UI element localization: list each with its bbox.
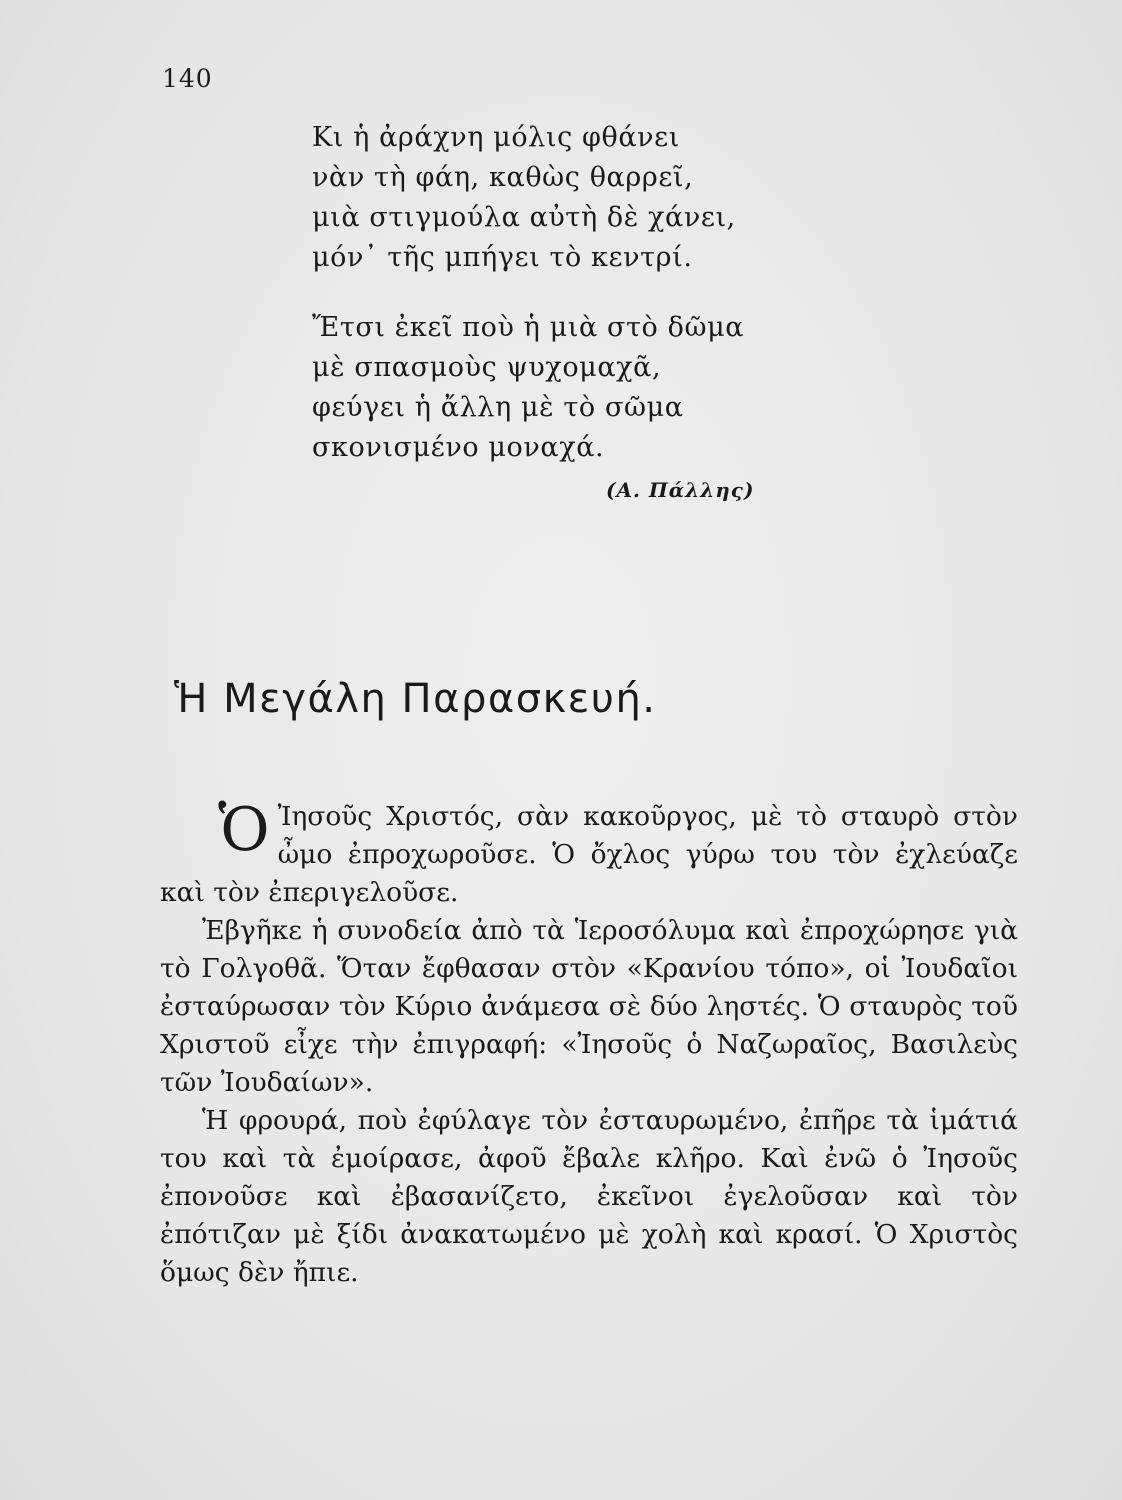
paragraph-text: Ἰησοῦς Χριστός, σὰν κακοῦργος, μὲ τὸ σταυρὸ στὸν ὦμο ἐπροχωροῦσε. Ὁ ὄχλος γύρω του τὸν ἐχλεύαζε καὶ τὸν ἐπεριγελοῦσε.: [160, 801, 1018, 908]
prose-body: [160, 795, 1018, 1292]
page-number: 140: [162, 64, 213, 93]
paragraph: Ἡ φρουρά, ποὺ ἐφύλαγε τὸν ἐσταυρωμένο, ἐπῆρε τὰ ἱμάτιά του καὶ τὰ ἐμοίρασε, ἀφοῦ ἔβαλε κλῆρο. Καὶ ἐνῶ ὁ Ἰησοῦς ἐπονοῦσε καὶ ἐβασανίζετο, ἐκεῖνοι ἐγελοῦσαν καὶ τὸν ἐπότιζαν μὲ ξίδι ἀνακατωμένο μὲ χολὴ καὶ κρασί. Ὁ Χριστὸς ὅμως δὲν ἤπιε.: [160, 1105, 1018, 1288]
poem-attribution: (Α. Πάλλης): [606, 478, 755, 502]
poem-verse: Κι ἡ ἀράχνη μόλις φθάνει: [312, 122, 680, 153]
paragraph: [160, 795, 1018, 912]
poem-verse: Ἔτσι ἐκεῖ ποὺ ἡ μιὰ στὸ δῶμα: [312, 312, 745, 343]
section-title: Ἡ Μεγάλη Παρασκευή.: [174, 676, 657, 722]
drop-cap: Ὁ: [218, 795, 270, 865]
poem-stanza: [312, 308, 872, 468]
poem-verse: νὰν τὴ φάη, καθὼς θαρρεῖ,: [312, 162, 694, 193]
poem-verse: φεύγει ἡ ἄλλη μὲ τὸ σῶμα: [312, 392, 684, 423]
poem-verse: σκονισμένο μοναχά.: [312, 432, 605, 463]
poem: [312, 118, 872, 498]
poem-verse: μιὰ στιγμούλα αὐτὴ δὲ χάνει,: [312, 202, 736, 233]
paragraph: Ἐβγῆκε ἡ συνοδεία ἀπὸ τὰ Ἱεροσόλυμα καὶ ἐπροχώρησε γιὰ τὸ Γολγοθᾶ. Ὅταν ἔφθασαν στὸν «Κρανίου τόπο», οἱ Ἰουδαῖοι ἐσταύρωσαν τὸν Κύριο ἀνάμεσα σὲ δύο ληστές. Ὁ σταυρὸς τοῦ Χριστοῦ εἶχε τὴν ἐπιγραφή: «Ἰησοῦς ὁ Ναζωραῖος, Βασιλεὺς τῶν Ἰουδαίων».: [160, 915, 1018, 1098]
poem-verse: μὲ σπασμοὺς ψυχομαχᾶ,: [312, 352, 662, 383]
poem-stanza: [312, 118, 872, 278]
poem-verse: μόν᾿ τῆς μπήγει τὸ κεντρί.: [312, 242, 693, 273]
